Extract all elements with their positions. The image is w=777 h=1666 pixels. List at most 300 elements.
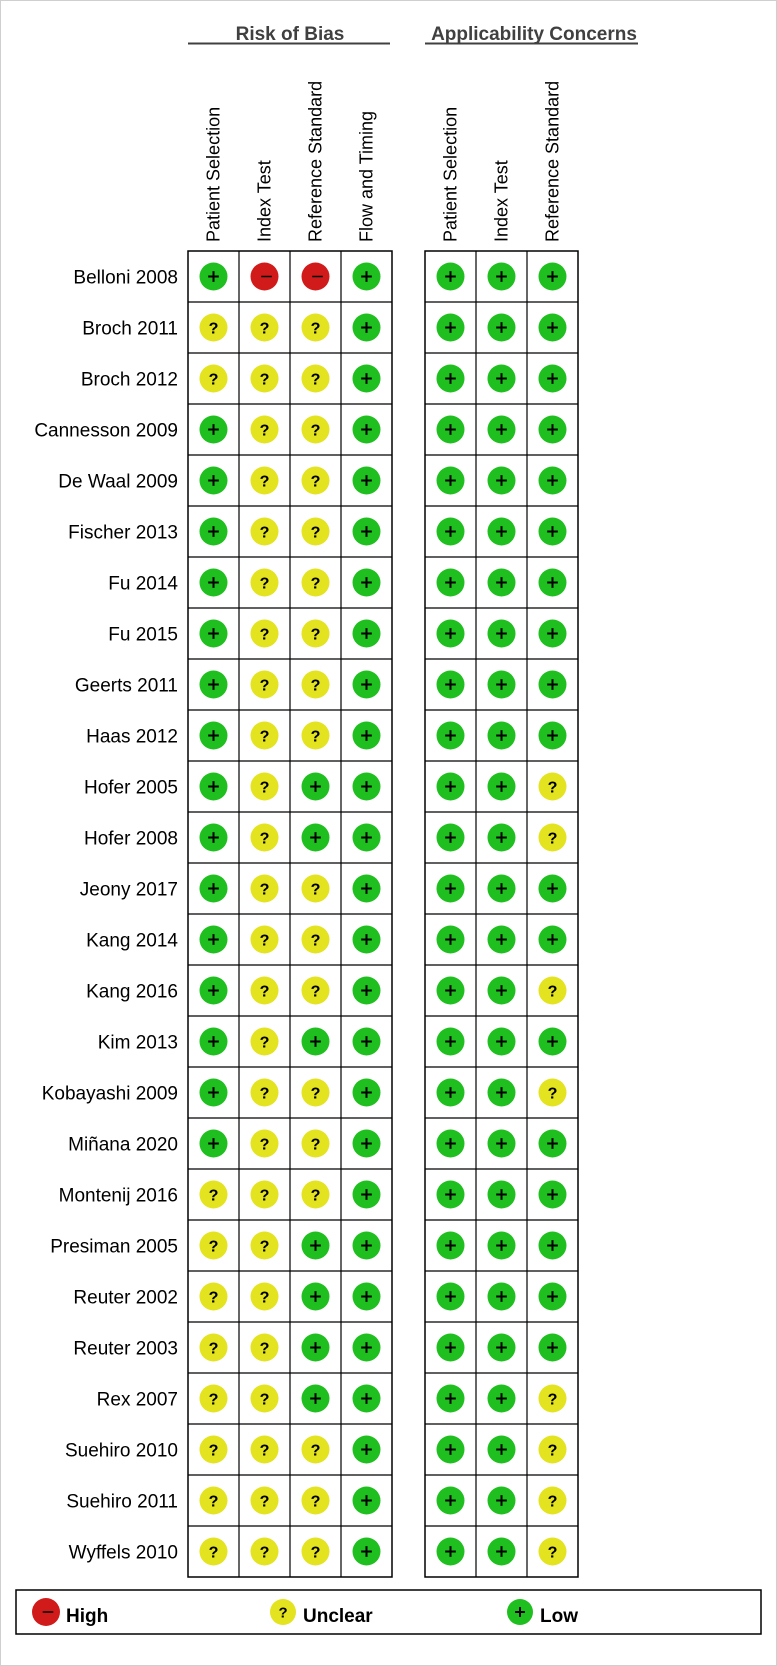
judgement-symbol: ? bbox=[547, 1492, 558, 1511]
judgement-symbol: ? bbox=[310, 625, 321, 644]
judgement-app-low bbox=[488, 416, 516, 444]
judgement-app-unclear bbox=[539, 1487, 567, 1515]
judgement-app-low bbox=[539, 1130, 567, 1158]
judgement-rob-low bbox=[353, 977, 381, 1005]
judgement-rob-low bbox=[200, 1130, 228, 1158]
judgement-rob-high bbox=[251, 263, 279, 291]
judgement-app-low bbox=[488, 773, 516, 801]
judgement-rob-low bbox=[353, 773, 381, 801]
judgement-symbol: ? bbox=[310, 319, 321, 338]
judgement-rob-unclear bbox=[200, 1436, 228, 1464]
judgement-app-unclear bbox=[539, 1436, 567, 1464]
judgement-rob-low bbox=[353, 824, 381, 852]
judgement-rob-low bbox=[302, 1232, 330, 1260]
judgement-rob-low bbox=[200, 875, 228, 903]
judgement-symbol: ? bbox=[259, 829, 270, 848]
judgement-app-low bbox=[539, 314, 567, 342]
judgement-app-low bbox=[488, 365, 516, 393]
judgement-app-low bbox=[539, 1334, 567, 1362]
study-label: Rex 2007 bbox=[96, 1389, 178, 1411]
judgement-app-low bbox=[437, 518, 465, 546]
judgement-app-low bbox=[488, 1181, 516, 1209]
judgement-app-low bbox=[437, 722, 465, 750]
judgement-app-low bbox=[488, 1487, 516, 1515]
judgement-rob-unclear bbox=[251, 671, 279, 699]
judgement-app-low bbox=[488, 977, 516, 1005]
judgement-rob-unclear bbox=[251, 1436, 279, 1464]
judgement-rob-unclear bbox=[251, 569, 279, 597]
judgement-rob-low bbox=[302, 773, 330, 801]
table-row bbox=[73, 1334, 566, 1362]
judgement-app-unclear bbox=[539, 1079, 567, 1107]
judgement-symbol: ? bbox=[259, 1339, 270, 1358]
judgement-rob-low bbox=[353, 875, 381, 903]
judgement-rob-low bbox=[302, 1334, 330, 1362]
judgement-symbol: ? bbox=[259, 1492, 270, 1511]
judgement-app-low bbox=[539, 1028, 567, 1056]
study-label: Kang 2014 bbox=[86, 930, 178, 952]
judgement-app-low bbox=[539, 671, 567, 699]
column-label-app-index-test: Index Test bbox=[491, 160, 512, 242]
column-label-rob-reference-standard: Reference Standard bbox=[305, 80, 326, 242]
study-label: Cannesson 2009 bbox=[34, 420, 178, 442]
judgement-rob-unclear bbox=[251, 1232, 279, 1260]
table-row bbox=[66, 1487, 566, 1515]
judgement-rob-unclear bbox=[302, 518, 330, 546]
judgement-symbol: ? bbox=[310, 676, 321, 695]
study-label: Kang 2016 bbox=[86, 981, 178, 1003]
judgement-app-low bbox=[437, 1538, 465, 1566]
judgement-rob-low bbox=[353, 1181, 381, 1209]
judgement-rob-low bbox=[353, 263, 381, 291]
table-row bbox=[34, 416, 566, 444]
judgement-symbol: ? bbox=[310, 523, 321, 542]
judgement-app-low bbox=[488, 1436, 516, 1464]
study-label: Hofer 2005 bbox=[83, 777, 178, 799]
table-row bbox=[97, 1385, 567, 1413]
judgement-rob-unclear bbox=[302, 1538, 330, 1566]
judgement-app-low bbox=[488, 1130, 516, 1158]
judgement-symbol: ? bbox=[310, 880, 321, 899]
table-row bbox=[42, 1079, 567, 1107]
judgement-rob-unclear bbox=[200, 1283, 228, 1311]
judgement-app-low bbox=[488, 875, 516, 903]
judgement-symbol: ? bbox=[259, 1543, 270, 1562]
table-row bbox=[84, 824, 567, 852]
judgement-app-low bbox=[488, 314, 516, 342]
judgement-rob-unclear bbox=[302, 467, 330, 495]
judgement-rob-unclear bbox=[200, 1538, 228, 1566]
judgement-rob-low bbox=[353, 1130, 381, 1158]
judgement-app-low bbox=[539, 926, 567, 954]
judgement-symbol: ? bbox=[310, 1084, 321, 1103]
judgement-app-low bbox=[437, 1283, 465, 1311]
applicability-header: Applicability Concerns bbox=[431, 24, 637, 45]
risk-of-bias-header: Risk of Bias bbox=[235, 24, 345, 45]
judgement-rob-low bbox=[353, 518, 381, 546]
study-label: Fischer 2013 bbox=[68, 522, 178, 544]
judgement-symbol: ? bbox=[310, 472, 321, 491]
judgement-rob-low bbox=[353, 926, 381, 954]
judgement-rob-high bbox=[302, 263, 330, 291]
table-row bbox=[75, 671, 567, 699]
judgement-symbol: ? bbox=[310, 931, 321, 950]
study-label: Haas 2012 bbox=[86, 726, 178, 748]
study-label: Jeony 2017 bbox=[79, 879, 178, 901]
legend-label: Unclear bbox=[303, 1606, 373, 1627]
judgement-rob-low bbox=[353, 365, 381, 393]
judgement-rob-low bbox=[200, 620, 228, 648]
judgement-rob-unclear bbox=[200, 1487, 228, 1515]
legend-item-unclear bbox=[270, 1599, 373, 1627]
legend-item-low bbox=[507, 1599, 578, 1627]
judgement-rob-low bbox=[353, 722, 381, 750]
judgement-rob-unclear bbox=[200, 1385, 228, 1413]
judgement-rob-unclear bbox=[251, 518, 279, 546]
judgement-symbol: ? bbox=[259, 574, 270, 593]
judgement-rob-unclear bbox=[251, 416, 279, 444]
table-row bbox=[84, 773, 567, 801]
judgement-app-low bbox=[539, 263, 567, 291]
legend-swatch-unclear bbox=[270, 1599, 296, 1625]
judgement-rob-unclear bbox=[251, 977, 279, 1005]
judgement-app-unclear bbox=[539, 1538, 567, 1566]
judgement-rob-low bbox=[200, 1079, 228, 1107]
table-row bbox=[86, 722, 566, 750]
study-label: Hofer 2008 bbox=[83, 828, 178, 850]
judgement-symbol: ? bbox=[547, 1441, 558, 1460]
judgement-symbol: ? bbox=[259, 727, 270, 746]
judgement-app-low bbox=[488, 1334, 516, 1362]
judgement-app-low bbox=[539, 518, 567, 546]
judgement-symbol: ? bbox=[259, 421, 270, 440]
judgement-rob-low bbox=[302, 1028, 330, 1056]
judgement-rob-unclear bbox=[302, 1181, 330, 1209]
judgement-symbol: ? bbox=[208, 319, 219, 338]
judgement-app-low bbox=[539, 875, 567, 903]
judgement-app-low bbox=[539, 416, 567, 444]
judgement-symbol: ? bbox=[547, 778, 558, 797]
judgement-symbol: ? bbox=[547, 1084, 558, 1103]
judgement-app-low bbox=[437, 824, 465, 852]
table-row bbox=[86, 926, 566, 954]
judgement-rob-low bbox=[200, 416, 228, 444]
judgement-rob-low bbox=[353, 1028, 381, 1056]
judgement-app-low bbox=[488, 1283, 516, 1311]
judgement-app-low bbox=[488, 1028, 516, 1056]
judgement-rob-low bbox=[200, 671, 228, 699]
judgement-symbol: ? bbox=[208, 1288, 219, 1307]
judgement-rob-unclear bbox=[200, 365, 228, 393]
judgement-rob-unclear bbox=[200, 1181, 228, 1209]
judgement-rob-low bbox=[353, 569, 381, 597]
judgement-rob-unclear bbox=[251, 875, 279, 903]
judgement-rob-low bbox=[200, 467, 228, 495]
judgement-rob-low bbox=[200, 1028, 228, 1056]
study-label: Miñana 2020 bbox=[68, 1134, 178, 1156]
judgement-symbol: ? bbox=[259, 319, 270, 338]
judgement-rob-unclear bbox=[251, 1283, 279, 1311]
judgement-symbol: ? bbox=[547, 1390, 558, 1409]
judgement-rob-unclear bbox=[251, 620, 279, 648]
judgement-rob-unclear bbox=[251, 1385, 279, 1413]
judgement-rob-low bbox=[353, 1487, 381, 1515]
judgement-app-low bbox=[539, 722, 567, 750]
judgement-symbol: ? bbox=[259, 982, 270, 1001]
judgement-rob-unclear bbox=[251, 722, 279, 750]
judgement-symbol: ? bbox=[310, 1543, 321, 1562]
judgement-app-low bbox=[488, 1079, 516, 1107]
judgement-app-low bbox=[437, 365, 465, 393]
legend-label: Low bbox=[540, 1606, 578, 1627]
judgement-symbol: ? bbox=[547, 1543, 558, 1562]
judgement-rob-unclear bbox=[302, 926, 330, 954]
judgement-app-unclear bbox=[539, 1385, 567, 1413]
judgement-rob-unclear bbox=[251, 1538, 279, 1566]
judgement-symbol: ? bbox=[310, 421, 321, 440]
legend-box bbox=[16, 1590, 761, 1634]
judgement-rob-unclear bbox=[251, 1181, 279, 1209]
judgement-app-low bbox=[437, 1028, 465, 1056]
judgement-symbol: ? bbox=[259, 472, 270, 491]
judgement-rob-unclear bbox=[302, 620, 330, 648]
judgement-symbol: ? bbox=[310, 574, 321, 593]
judgement-rob-unclear bbox=[251, 824, 279, 852]
judgement-app-low bbox=[488, 620, 516, 648]
judgement-app-low bbox=[437, 569, 465, 597]
study-label: Geerts 2011 bbox=[74, 675, 178, 697]
judgement-rob-low bbox=[302, 1283, 330, 1311]
judgement-rob-low bbox=[200, 263, 228, 291]
judgement-rob-unclear bbox=[302, 671, 330, 699]
judgement-rob-low bbox=[353, 467, 381, 495]
judgement-symbol: ? bbox=[259, 931, 270, 950]
table-row bbox=[50, 1232, 566, 1260]
judgement-app-low bbox=[437, 671, 465, 699]
judgement-app-low bbox=[437, 620, 465, 648]
judgement-rob-unclear bbox=[251, 1487, 279, 1515]
judgement-rob-unclear bbox=[251, 926, 279, 954]
judgement-rob-unclear bbox=[302, 314, 330, 342]
judgement-rob-unclear bbox=[251, 773, 279, 801]
judgement-rob-low bbox=[200, 722, 228, 750]
judgement-symbol: ? bbox=[259, 676, 270, 695]
judgement-app-low bbox=[488, 824, 516, 852]
judgement-symbol: ? bbox=[259, 1237, 270, 1256]
judgement-rob-unclear bbox=[302, 416, 330, 444]
study-label: Fu 2015 bbox=[108, 624, 178, 646]
judgement-rob-low bbox=[200, 569, 228, 597]
judgement-app-low bbox=[437, 926, 465, 954]
column-label-rob-flow-and-timing: Flow and Timing bbox=[356, 110, 377, 242]
judgement-rob-low bbox=[353, 1436, 381, 1464]
judgement-symbol: ? bbox=[208, 1237, 219, 1256]
judgement-app-low bbox=[488, 1538, 516, 1566]
judgement-rob-unclear bbox=[302, 977, 330, 1005]
column-label-rob-patient-selection: Patient Selection bbox=[203, 106, 224, 242]
judgement-app-unclear bbox=[539, 824, 567, 852]
legend-item-high bbox=[32, 1598, 108, 1627]
table-row bbox=[68, 1130, 566, 1158]
judgement-rob-low bbox=[200, 926, 228, 954]
judgement-app-low bbox=[437, 1385, 465, 1413]
judgement-rob-unclear bbox=[302, 1487, 330, 1515]
legend-label: High bbox=[66, 1606, 109, 1627]
judgement-app-low bbox=[437, 1487, 465, 1515]
judgement-rob-unclear bbox=[251, 1079, 279, 1107]
judgement-symbol: ? bbox=[278, 1604, 288, 1622]
judgement-symbol: ? bbox=[310, 370, 321, 389]
judgement-symbol: ? bbox=[208, 1441, 219, 1460]
judgement-rob-unclear bbox=[302, 875, 330, 903]
judgement-symbol: ? bbox=[208, 1186, 219, 1205]
judgement-app-low bbox=[437, 1079, 465, 1107]
table-row bbox=[98, 1028, 567, 1056]
judgement-symbol: ? bbox=[310, 727, 321, 746]
study-label: Belloni 2008 bbox=[73, 267, 178, 289]
judgement-symbol: ? bbox=[310, 1441, 321, 1460]
study-label: Montenij 2016 bbox=[58, 1185, 178, 1207]
judgement-symbol: ? bbox=[547, 829, 558, 848]
judgement-symbol: ? bbox=[259, 1135, 270, 1154]
judgement-app-low bbox=[488, 722, 516, 750]
column-label-rob-index-test: Index Test bbox=[254, 160, 275, 242]
judgement-app-low bbox=[437, 875, 465, 903]
judgement-rob-low bbox=[200, 518, 228, 546]
judgement-rob-low bbox=[353, 314, 381, 342]
table-row bbox=[108, 620, 566, 648]
legend-swatch-low bbox=[507, 1599, 533, 1625]
study-label: Kim 2013 bbox=[97, 1032, 178, 1054]
judgement-symbol: ? bbox=[208, 1492, 219, 1511]
table-row bbox=[86, 977, 566, 1005]
study-label: Reuter 2002 bbox=[73, 1287, 178, 1309]
judgement-rob-unclear bbox=[302, 569, 330, 597]
judgement-app-low bbox=[488, 1232, 516, 1260]
table-row bbox=[58, 467, 566, 495]
judgement-rob-unclear bbox=[302, 1436, 330, 1464]
table-row bbox=[80, 875, 567, 903]
judgement-symbol: ? bbox=[208, 1339, 219, 1358]
judgement-rob-unclear bbox=[302, 1079, 330, 1107]
judgement-app-unclear bbox=[539, 977, 567, 1005]
judgement-rob-low bbox=[353, 671, 381, 699]
judgement-app-low bbox=[437, 416, 465, 444]
judgement-app-low bbox=[437, 263, 465, 291]
judgement-rob-low bbox=[200, 824, 228, 852]
judgement-symbol: ? bbox=[310, 1492, 321, 1511]
judgement-rob-unclear bbox=[251, 1028, 279, 1056]
judgement-rob-low bbox=[302, 1385, 330, 1413]
judgement-symbol: ? bbox=[259, 1441, 270, 1460]
judgement-app-low bbox=[488, 263, 516, 291]
study-label: Fu 2014 bbox=[108, 573, 178, 595]
judgement-symbol: ? bbox=[259, 1033, 270, 1052]
table-row bbox=[81, 365, 567, 393]
judgement-rob-low bbox=[353, 1232, 381, 1260]
judgement-symbol: ? bbox=[259, 1390, 270, 1409]
study-label: Suehiro 2010 bbox=[64, 1440, 178, 1462]
table-row bbox=[69, 1538, 567, 1566]
table-row bbox=[82, 314, 566, 342]
judgement-symbol: ? bbox=[310, 1186, 321, 1205]
judgement-app-low bbox=[488, 926, 516, 954]
judgement-app-low bbox=[488, 671, 516, 699]
judgement-rob-unclear bbox=[251, 1130, 279, 1158]
judgement-rob-low bbox=[353, 1283, 381, 1311]
legend-swatch-high bbox=[32, 1598, 60, 1626]
judgement-rob-low bbox=[353, 1385, 381, 1413]
judgement-app-low bbox=[539, 1283, 567, 1311]
judgement-rob-low bbox=[353, 620, 381, 648]
judgement-rob-unclear bbox=[251, 1334, 279, 1362]
study-label: Reuter 2003 bbox=[73, 1338, 178, 1360]
table-row bbox=[73, 1283, 566, 1311]
judgement-rob-unclear bbox=[302, 722, 330, 750]
judgement-app-low bbox=[488, 518, 516, 546]
judgement-app-low bbox=[437, 1334, 465, 1362]
judgement-app-low bbox=[539, 1181, 567, 1209]
judgement-rob-unclear bbox=[251, 314, 279, 342]
study-label: De Waal 2009 bbox=[58, 471, 178, 493]
column-label-app-reference-standard: Reference Standard bbox=[542, 80, 563, 242]
judgement-symbol: ? bbox=[208, 1390, 219, 1409]
judgement-rob-unclear bbox=[251, 467, 279, 495]
judgement-app-low bbox=[437, 1181, 465, 1209]
judgement-symbol: ? bbox=[547, 982, 558, 1001]
judgement-app-low bbox=[437, 773, 465, 801]
judgement-app-low bbox=[539, 569, 567, 597]
study-label: Suehiro 2011 bbox=[66, 1491, 178, 1513]
judgement-app-low bbox=[437, 1436, 465, 1464]
table-row bbox=[108, 569, 566, 597]
judgement-symbol: ? bbox=[259, 625, 270, 644]
judgement-rob-unclear bbox=[251, 365, 279, 393]
judgement-app-low bbox=[539, 620, 567, 648]
column-label-app-patient-selection: Patient Selection bbox=[440, 106, 461, 242]
judgement-app-unclear bbox=[539, 773, 567, 801]
study-label: Presiman 2005 bbox=[50, 1236, 178, 1258]
judgement-symbol: ? bbox=[259, 370, 270, 389]
judgement-rob-low bbox=[200, 977, 228, 1005]
judgement-rob-low bbox=[353, 1538, 381, 1566]
judgement-app-low bbox=[437, 467, 465, 495]
judgement-symbol: ? bbox=[208, 1543, 219, 1562]
judgement-app-low bbox=[437, 314, 465, 342]
judgement-rob-low bbox=[353, 416, 381, 444]
judgement-rob-unclear bbox=[302, 1130, 330, 1158]
judgement-rob-unclear bbox=[200, 1334, 228, 1362]
judgement-symbol: ? bbox=[259, 523, 270, 542]
judgement-app-low bbox=[539, 467, 567, 495]
judgement-app-low bbox=[488, 569, 516, 597]
table-row bbox=[65, 1436, 567, 1464]
judgement-app-low bbox=[539, 1232, 567, 1260]
judgement-app-low bbox=[437, 977, 465, 1005]
judgement-symbol: ? bbox=[208, 370, 219, 389]
judgement-rob-low bbox=[302, 824, 330, 852]
judgement-app-low bbox=[488, 467, 516, 495]
table-row bbox=[73, 263, 566, 291]
judgement-app-low bbox=[539, 365, 567, 393]
judgement-symbol: ? bbox=[310, 1135, 321, 1154]
study-label: Broch 2012 bbox=[80, 369, 178, 391]
judgement-rob-low bbox=[353, 1334, 381, 1362]
judgement-symbol: ? bbox=[259, 1084, 270, 1103]
judgement-rob-low bbox=[200, 773, 228, 801]
table-row bbox=[59, 1181, 567, 1209]
judgement-symbol: ? bbox=[259, 778, 270, 797]
